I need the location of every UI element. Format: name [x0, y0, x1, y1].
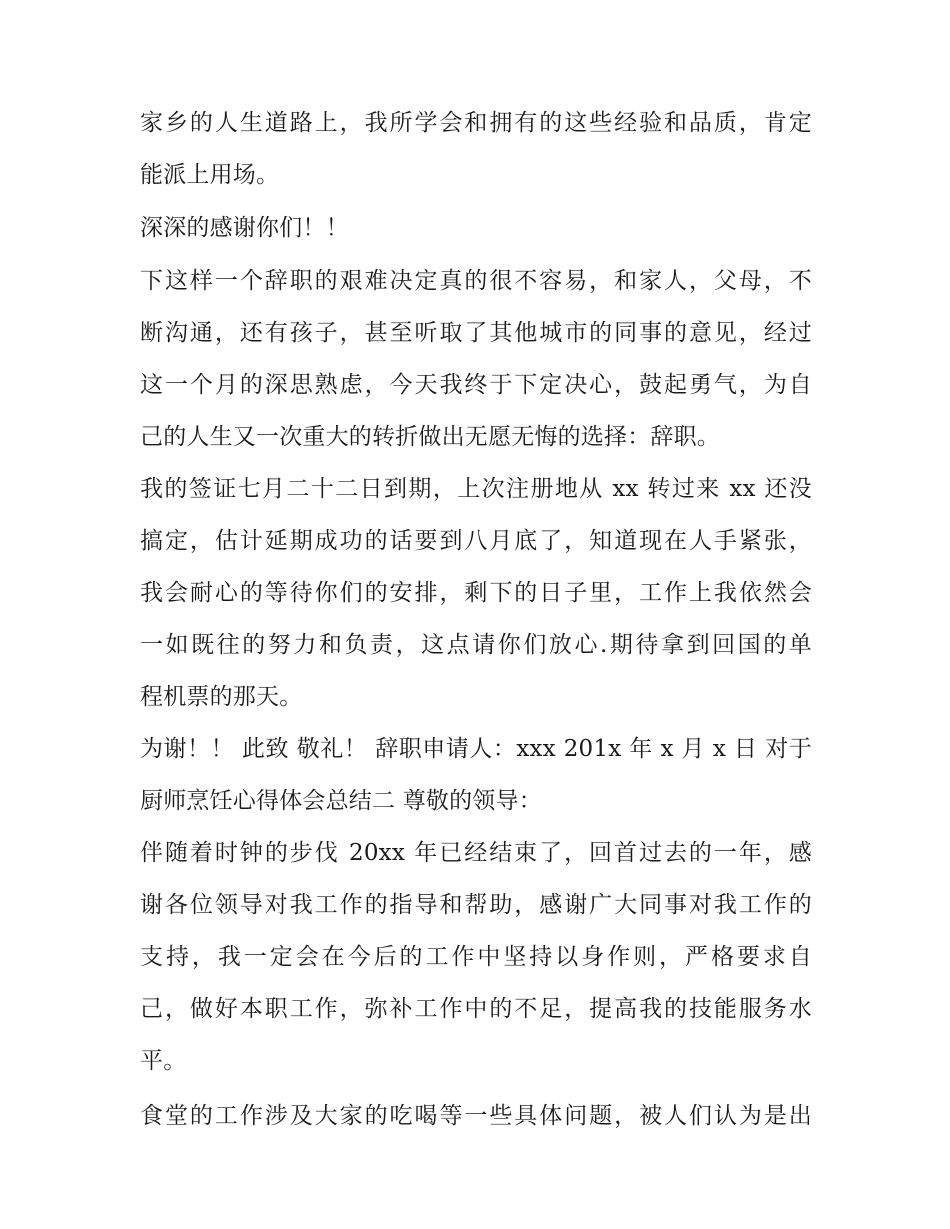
text-line: 下这样一个辞职的艰难决定真的很不容易，和家人，父母，不	[140, 268, 812, 294]
text-line: 一如既往的努力和负责，这点请你们放心.期待拿到回国的单	[140, 632, 812, 658]
text-line: 谢各位领导对我工作的指导和帮助，感谢广大同事对我工作的	[140, 892, 812, 918]
text-line: 厨师烹饪心得体会总结二 尊敬的领导：	[140, 788, 542, 814]
text-line: 能派上用场。	[140, 162, 280, 188]
text-line: 深深的感谢你们！！	[140, 215, 349, 241]
text-line: 为谢！！ 此致 敬礼！ 辞职申请人：xxx 201x 年 x 月 x 日 对于	[140, 736, 812, 762]
text-line: 食堂的工作涉及大家的吃喝等一些具体问题，被人们认为是出	[140, 1103, 812, 1129]
text-line: 家乡的人生道路上，我所学会和拥有的这些经验和品质，肯定	[140, 110, 812, 136]
text-line: 支持，我一定会在今后的工作中坚持以身作则，严格要求自	[140, 944, 812, 970]
text-line: 己的人生又一次重大的转折做出无愿无悔的选择：辞职。	[140, 424, 720, 450]
text-line: 伴随着时钟的步伐 20xx 年已经结束了，回首过去的一年，感	[140, 840, 812, 866]
text-line: 断沟通，还有孩子，甚至听取了其他城市的同事的意见，经过	[140, 320, 812, 346]
text-line: 己，做好本职工作，弥补工作中的不足，提高我的技能服务水	[140, 996, 812, 1022]
text-line: 这一个月的深思熟虑，今天我终于下定决心，鼓起勇气，为自	[140, 372, 812, 398]
text-line: 我的签证七月二十二日到期，上次注册地从 xx 转过来 xx 还没	[140, 476, 812, 502]
text-line: 程机票的那天。	[140, 684, 303, 710]
text-line: 搞定，估计延期成功的话要到八月底了，知道现在人手紧张，	[140, 528, 812, 554]
text-line: 我会耐心的等待你们的安排，剩下的日子里，工作上我依然会	[140, 580, 812, 606]
text-line: 平。	[140, 1048, 187, 1074]
